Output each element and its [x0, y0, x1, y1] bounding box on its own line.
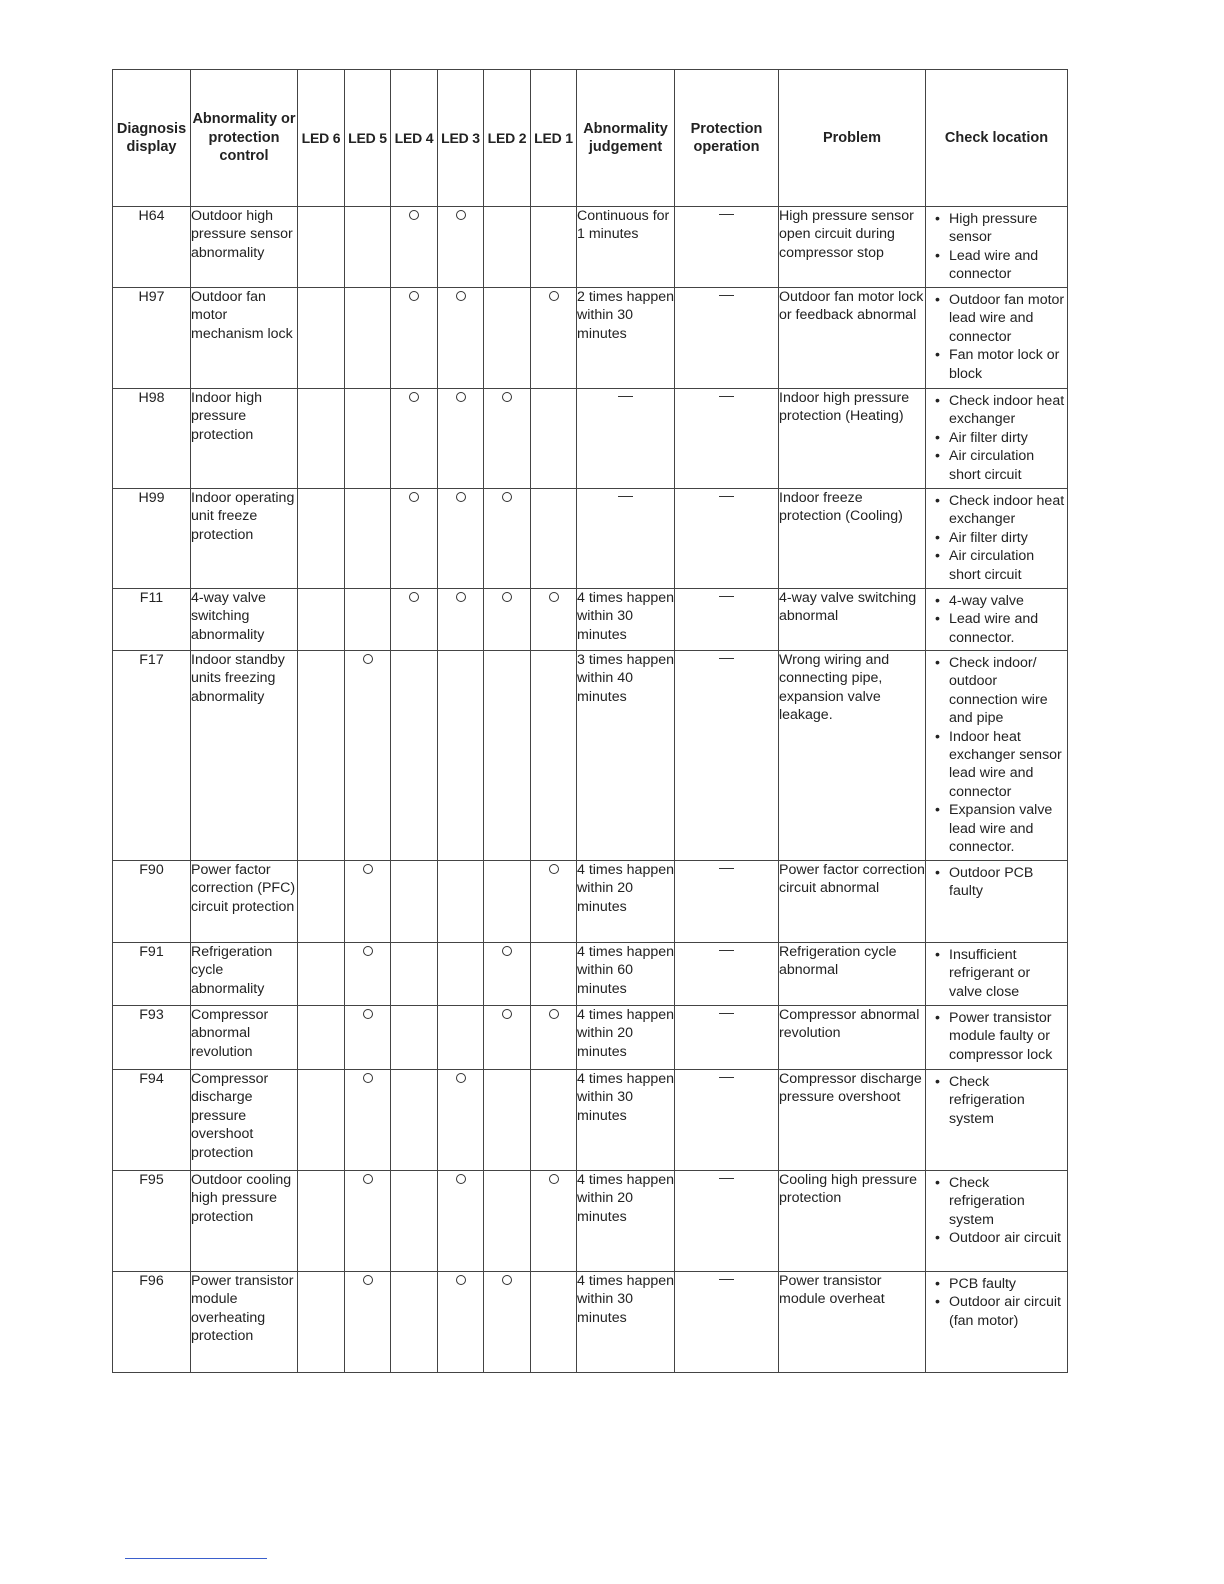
diagnosis-code: F93 — [113, 1006, 191, 1070]
led-cell — [345, 389, 391, 489]
diagnosis-code: H64 — [113, 207, 191, 288]
check-location — [926, 207, 1068, 288]
abnormality-text: Compressor abnormal revolution — [191, 1006, 298, 1070]
abnormality-text: Compressor discharge pressure overshoot protection — [191, 1070, 298, 1171]
diagnosis-code: H99 — [113, 489, 191, 589]
problem-text: Indoor high pressure protection (Heating) — [779, 389, 926, 489]
led-cell — [391, 1272, 438, 1373]
led-cell — [484, 389, 531, 489]
led-cell — [484, 651, 531, 861]
led-cell — [484, 943, 531, 1006]
check-item: • Outdoor fan motor lead wire and connector — [930, 291, 1065, 346]
abnormality-judgement: 4 times happen within 20 minutes — [577, 1006, 675, 1070]
led-cell — [531, 489, 577, 589]
check-item: • Outdoor PCB faulty — [930, 864, 1065, 901]
check-list — [926, 207, 1067, 286]
led-on-indicator — [549, 1174, 559, 1184]
led-cell — [438, 207, 484, 288]
check-item: • Check indoor heat exchanger — [930, 392, 1065, 429]
abnormality-text: Refrigeration cycle abnormality — [191, 943, 298, 1006]
abnormality-text: Power transistor module overheating protection — [191, 1272, 298, 1373]
protection-operation — [675, 1171, 779, 1272]
led-on-indicator — [502, 946, 512, 956]
led-on-indicator — [409, 291, 419, 301]
header-led3: LED 3 — [438, 70, 484, 207]
led-cell — [298, 288, 345, 389]
protection-operation — [675, 943, 779, 1006]
check-list — [926, 1070, 1067, 1130]
check-list — [926, 943, 1067, 1003]
led-cell — [438, 943, 484, 1006]
dash-mark — [719, 1077, 734, 1078]
led-cell — [438, 389, 484, 489]
protection-operation — [675, 861, 779, 943]
check-location — [926, 1272, 1068, 1373]
check-location — [926, 288, 1068, 389]
led-cell — [345, 1070, 391, 1171]
dash-mark — [719, 596, 734, 597]
check-item: • Outdoor air circuit — [930, 1229, 1065, 1247]
header-diagnosis-display: Diagnosis display — [113, 70, 191, 207]
check-location — [926, 589, 1068, 651]
diagnosis-code: F17 — [113, 651, 191, 861]
led-cell — [438, 489, 484, 589]
led-cell — [531, 589, 577, 651]
dash-mark — [719, 214, 734, 215]
abnormality-judgement: 4 times happen within 60 minutes — [577, 943, 675, 1006]
led-cell — [484, 1006, 531, 1070]
header-protection-operation: Protection operation — [675, 70, 779, 207]
dash-mark — [618, 496, 633, 497]
check-item: • High pressure sensor — [930, 210, 1065, 247]
led-on-indicator — [363, 946, 373, 956]
led-on-indicator — [409, 492, 419, 502]
led-cell — [531, 651, 577, 861]
check-item: • Air filter dirty — [930, 429, 1065, 447]
table-row — [113, 861, 1068, 943]
led-cell — [391, 207, 438, 288]
led-cell — [345, 489, 391, 589]
led-on-indicator — [456, 1174, 466, 1184]
led-cell — [391, 589, 438, 651]
abnormality-text: Outdoor high pressure sensor abnormality — [191, 207, 298, 288]
abnormality-judgement: 4 times happen within 20 minutes — [577, 1171, 675, 1272]
diagnosis-code: F90 — [113, 861, 191, 943]
check-item: • PCB faulty — [930, 1275, 1065, 1293]
led-cell — [438, 1070, 484, 1171]
abnormality-judgement: 4 times happen within 20 minutes — [577, 861, 675, 943]
led-on-indicator — [456, 1073, 466, 1083]
led-cell — [484, 207, 531, 288]
led-on-indicator — [363, 1275, 373, 1285]
led-cell — [484, 1272, 531, 1373]
abnormality-text: Outdoor fan motor mechanism lock — [191, 288, 298, 389]
check-location — [926, 943, 1068, 1006]
led-cell — [345, 207, 391, 288]
abnormality-text: Indoor operating unit freeze protection — [191, 489, 298, 589]
diagnosis-code: F94 — [113, 1070, 191, 1171]
led-on-indicator — [502, 1275, 512, 1285]
problem-text: Compressor abnormal revolution — [779, 1006, 926, 1070]
led-on-indicator — [456, 492, 466, 502]
led-cell — [298, 389, 345, 489]
header-problem: Problem — [779, 70, 926, 207]
abnormality-judgement: 4 times happen within 30 minutes — [577, 589, 675, 651]
led-on-indicator — [409, 592, 419, 602]
led-cell — [531, 861, 577, 943]
protection-operation — [675, 389, 779, 489]
led-cell — [345, 1171, 391, 1272]
protection-operation — [675, 489, 779, 589]
table-row — [113, 589, 1068, 651]
check-list — [926, 489, 1067, 586]
table-row — [113, 651, 1068, 861]
dash-mark — [719, 950, 734, 951]
led-cell — [298, 1171, 345, 1272]
check-location — [926, 861, 1068, 943]
led-cell — [391, 389, 438, 489]
led-cell — [438, 651, 484, 861]
table-body — [113, 207, 1068, 1373]
diagnosis-code: F91 — [113, 943, 191, 1006]
table-row — [113, 943, 1068, 1006]
protection-operation — [675, 288, 779, 389]
led-cell — [438, 1006, 484, 1070]
check-list — [926, 1272, 1067, 1332]
protection-operation — [675, 589, 779, 651]
led-cell — [391, 861, 438, 943]
led-cell — [345, 861, 391, 943]
dash-mark — [719, 1178, 734, 1179]
check-item: • Lead wire and connector. — [930, 610, 1065, 647]
led-cell — [298, 589, 345, 651]
led-cell — [531, 1070, 577, 1171]
check-item: • Lead wire and connector — [930, 247, 1065, 284]
led-on-indicator — [549, 1009, 559, 1019]
led-cell — [531, 1272, 577, 1373]
problem-text: Wrong wiring and connecting pipe, expansion valve leakage. — [779, 651, 926, 861]
check-item: • Check refrigeration system — [930, 1174, 1065, 1229]
led-on-indicator — [456, 1275, 466, 1285]
abnormality-judgement — [577, 389, 675, 489]
led-on-indicator — [363, 654, 373, 664]
check-item: • Insufficient refrigerant or valve close — [930, 946, 1065, 1001]
abnormality-text: Power factor correction (PFC) circuit protection — [191, 861, 298, 943]
problem-text: Indoor freeze protection (Cooling) — [779, 489, 926, 589]
check-list — [926, 389, 1067, 486]
led-cell — [531, 1006, 577, 1070]
abnormality-judgement: Continuous for 1 minutes — [577, 207, 675, 288]
led-cell — [484, 1171, 531, 1272]
led-cell — [391, 943, 438, 1006]
check-location — [926, 389, 1068, 489]
led-on-indicator — [456, 291, 466, 301]
led-cell — [531, 389, 577, 489]
led-on-indicator — [456, 392, 466, 402]
led-on-indicator — [549, 592, 559, 602]
led-cell — [391, 489, 438, 589]
dash-mark — [719, 1279, 734, 1280]
check-item: • Expansion valve lead wire and connector. — [930, 801, 1065, 856]
check-location — [926, 1171, 1068, 1272]
led-cell — [484, 1070, 531, 1171]
led-on-indicator — [549, 291, 559, 301]
dash-mark — [719, 295, 734, 296]
led-on-indicator — [456, 592, 466, 602]
led-on-indicator — [409, 392, 419, 402]
led-on-indicator — [363, 1073, 373, 1083]
protection-operation — [675, 207, 779, 288]
abnormality-judgement — [577, 489, 675, 589]
led-cell — [298, 861, 345, 943]
led-cell — [438, 861, 484, 943]
led-cell — [345, 651, 391, 861]
led-cell — [298, 1006, 345, 1070]
header-led5: LED 5 — [345, 70, 391, 207]
header-led4: LED 4 — [391, 70, 438, 207]
led-cell — [345, 943, 391, 1006]
led-cell — [484, 489, 531, 589]
led-cell — [438, 288, 484, 389]
problem-text: Cooling high pressure protection — [779, 1171, 926, 1272]
led-cell — [298, 1070, 345, 1171]
led-cell — [298, 651, 345, 861]
table-row — [113, 389, 1068, 489]
check-item: • Air circulation short circuit — [930, 447, 1065, 484]
check-list — [926, 861, 1067, 903]
diagnosis-code: F95 — [113, 1171, 191, 1272]
led-cell — [438, 1272, 484, 1373]
dash-mark — [618, 396, 633, 397]
diagnosis-table — [112, 69, 1068, 1373]
diagnosis-code: F96 — [113, 1272, 191, 1373]
led-on-indicator — [502, 492, 512, 502]
header-row — [113, 70, 1068, 207]
led-cell — [531, 1171, 577, 1272]
dash-mark — [719, 1013, 734, 1014]
table-row — [113, 1272, 1068, 1373]
diagnosis-code: H98 — [113, 389, 191, 489]
table-row — [113, 1070, 1068, 1171]
led-on-indicator — [502, 592, 512, 602]
check-item: • Fan motor lock or block — [930, 346, 1065, 383]
abnormality-text: Indoor standby units freezing abnormality — [191, 651, 298, 861]
led-cell — [391, 1171, 438, 1272]
led-on-indicator — [363, 1009, 373, 1019]
check-list — [926, 1006, 1067, 1066]
dash-mark — [719, 868, 734, 869]
led-cell — [298, 489, 345, 589]
table-row — [113, 1171, 1068, 1272]
check-location — [926, 1006, 1068, 1070]
dash-mark — [719, 496, 734, 497]
protection-operation — [675, 1006, 779, 1070]
led-cell — [391, 651, 438, 861]
table-row — [113, 207, 1068, 288]
led-on-indicator — [363, 1174, 373, 1184]
check-list — [926, 1171, 1067, 1250]
problem-text: 4-way valve switching abnormal — [779, 589, 926, 651]
check-item: • Air filter dirty — [930, 529, 1065, 547]
abnormality-text: Indoor high pressure protection — [191, 389, 298, 489]
check-list — [926, 288, 1067, 385]
check-item: • Check indoor/ outdoor connection wire and pipe — [930, 654, 1065, 728]
led-cell — [484, 861, 531, 943]
led-on-indicator — [502, 392, 512, 402]
header-check-location: Check location — [926, 70, 1068, 207]
table-row — [113, 489, 1068, 589]
protection-operation — [675, 1070, 779, 1171]
check-list — [926, 651, 1067, 858]
led-on-indicator — [409, 210, 419, 220]
check-location — [926, 1070, 1068, 1171]
led-cell — [391, 288, 438, 389]
diagnosis-code: F11 — [113, 589, 191, 651]
table-row — [113, 288, 1068, 389]
protection-operation — [675, 651, 779, 861]
led-cell — [345, 288, 391, 389]
check-item: • Check indoor heat exchanger — [930, 492, 1065, 529]
header-abnormality-control: Abnormality or protection control — [191, 70, 298, 207]
abnormality-judgement: 2 times happen within 30 minutes — [577, 288, 675, 389]
dash-mark — [719, 396, 734, 397]
led-cell — [438, 589, 484, 651]
check-list — [926, 589, 1067, 649]
dash-mark — [719, 658, 734, 659]
table-row — [113, 1006, 1068, 1070]
header-led6: LED 6 — [298, 70, 345, 207]
led-on-indicator — [456, 210, 466, 220]
problem-text: Outdoor fan motor lock or feedback abnormal — [779, 288, 926, 389]
led-cell — [391, 1070, 438, 1171]
header-led2: LED 2 — [484, 70, 531, 207]
abnormality-text: 4-way valve switching abnormality — [191, 589, 298, 651]
led-cell — [298, 943, 345, 1006]
led-on-indicator — [549, 864, 559, 874]
led-cell — [484, 288, 531, 389]
check-item: • Check refrigeration system — [930, 1073, 1065, 1128]
led-cell — [391, 1006, 438, 1070]
abnormality-text: Outdoor cooling high pressure protection — [191, 1171, 298, 1272]
led-cell — [298, 1272, 345, 1373]
footer-link-line — [125, 1558, 267, 1559]
led-cell — [298, 207, 345, 288]
problem-text: Power factor correction circuit abnormal — [779, 861, 926, 943]
led-cell — [345, 1272, 391, 1373]
led-cell — [531, 288, 577, 389]
led-cell — [345, 1006, 391, 1070]
led-cell — [438, 1171, 484, 1272]
problem-text: Power transistor module overheat — [779, 1272, 926, 1373]
check-item: • Power transistor module faulty or compressor lock — [930, 1009, 1065, 1064]
header-led1: LED 1 — [531, 70, 577, 207]
protection-operation — [675, 1272, 779, 1373]
check-item: • Outdoor air circuit (fan motor) — [930, 1293, 1065, 1330]
check-item: • Air circulation short circuit — [930, 547, 1065, 584]
problem-text: High pressure sensor open circuit during compressor stop — [779, 207, 926, 288]
led-cell — [345, 589, 391, 651]
header-abnormality-judgement: Abnormality judgement — [577, 70, 675, 207]
abnormality-judgement: 3 times happen within 40 minutes — [577, 651, 675, 861]
check-location — [926, 489, 1068, 589]
led-on-indicator — [502, 1009, 512, 1019]
led-cell — [531, 943, 577, 1006]
abnormality-judgement: 4 times happen within 30 minutes — [577, 1070, 675, 1171]
led-cell — [531, 207, 577, 288]
diagnosis-code: H97 — [113, 288, 191, 389]
check-item: • 4-way valve — [930, 592, 1065, 610]
check-location — [926, 651, 1068, 861]
abnormality-judgement: 4 times happen within 30 minutes — [577, 1272, 675, 1373]
check-item: • Indoor heat exchanger sensor lead wire and connector — [930, 728, 1065, 802]
problem-text: Compressor discharge pressure overshoot — [779, 1070, 926, 1171]
led-on-indicator — [363, 864, 373, 874]
led-cell — [484, 589, 531, 651]
problem-text: Refrigeration cycle abnormal — [779, 943, 926, 1006]
